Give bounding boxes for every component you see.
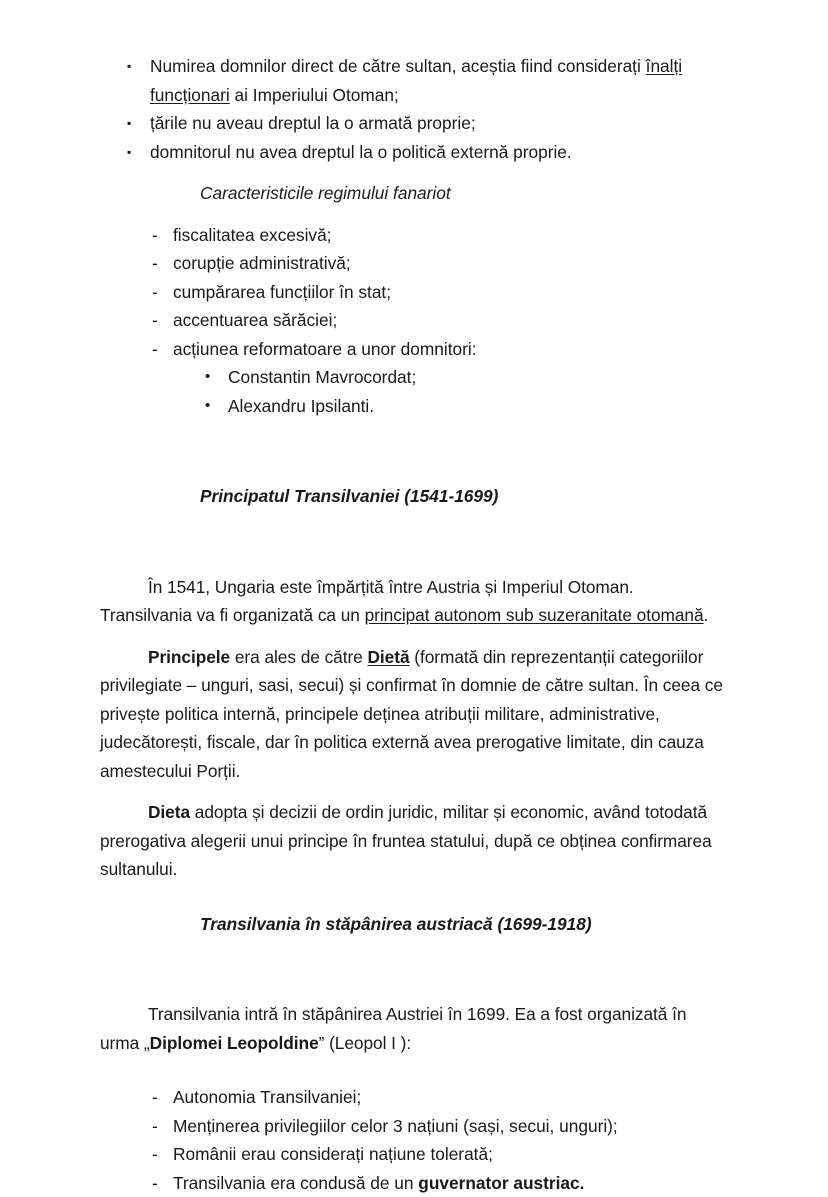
text-run: Transilvania intră în stăpânirea Austriei în 1699. Ea a fost organizată în urma „ [100,1004,686,1053]
paragraph-austria [100,1000,726,1057]
list-item-text [173,1116,618,1136]
list-item-text: acțiunea reformatoare a unor domnitori: [173,339,477,359]
square-bullet-icon: ▪ [127,109,131,138]
dash-bullet-icon: - [152,306,158,335]
list-item [100,278,726,307]
section-heading-fanariot: Caracteristicile regimului fanariot [100,179,726,208]
round-bullet-icon: • [205,363,210,392]
spacer [100,420,726,482]
spacer [100,884,726,910]
round-bullet-icon: • [205,392,210,421]
list-item-text [150,142,572,162]
list-item [100,221,726,250]
spacer [100,511,726,573]
diploma-leopoldina-list [100,1083,726,1197]
list-item [100,1169,726,1197]
text-run: Principele [148,647,230,667]
list-item-text: corupție administrativă; [173,253,351,273]
list-item [100,138,726,167]
text-run: Românii erau considerați națiune tolerată; [173,1144,493,1164]
text-run: adopta și decizii de ordin juridic, militar și economic, având totodată prerogativa alegerii unui principe în fruntea statului, după ce obținea confirmarea sultanului. [100,802,712,879]
list-item-text: Constantin Mavrocordat; [228,367,416,387]
list-item-text: Alexandru Ipsilanti. [228,396,374,416]
paragraph-1541 [100,573,726,630]
text-run: Dietă [368,647,410,667]
text-run: Menținerea privilegiilor celor 3 națiuni (sași, secui, unguri); [173,1116,618,1136]
text-run: ” (Leopol I ): [319,1033,411,1053]
list-item [100,392,726,421]
spacer [100,630,726,643]
text-run: țările nu aveau dreptul la o armată proprie; [150,113,476,133]
dash-bullet-icon: - [152,1169,158,1197]
text-run: În 1541, Ungaria este împărțită între Austria și Imperiul Otoman. Transilvania va fi organizată ca un [100,577,634,626]
spacer [100,166,726,179]
text-run: (formată din reprezentanții categoriilor privilegiate – unguri, sasi, secui) și confirmat în domnie de către sultan. În ceea ce privește politica internă, principele deținea atribuții militare, administrative, judecătorești, fiscale, dar în politica externă avea prerogative limitate, din cauza amestecului Porții. [100,647,723,781]
list-item-text [150,113,476,133]
list-item-text [150,56,682,105]
list-item [100,306,726,335]
list-item-text [173,1087,361,1107]
text-run: Diplomei Leopoldine [150,1033,319,1053]
text-run: principat autonom sub suzeranitate otomană [365,605,704,625]
text-run: ai Imperiului Otoman; [230,85,399,105]
text-run: Transilvania era condusă de un [173,1173,418,1193]
list-item-text: accentuarea sărăciei; [173,310,337,330]
spacer [100,938,726,1000]
dash-bullet-icon: - [152,1083,158,1112]
reformist-rulers-list [100,363,726,420]
dash-bullet-icon: - [152,249,158,278]
list-item [100,109,726,138]
spacer [100,785,726,798]
list-item [100,363,726,392]
dash-bullet-icon: - [152,1112,158,1141]
section-heading-principat: Principatul Transilvaniei (1541-1699) [100,482,726,511]
ottoman-rule-list [100,52,726,166]
text-run: Dieta [148,802,190,822]
text-run: domnitorul nu avea dreptul la o politică externă proprie. [150,142,572,162]
list-item [100,335,726,364]
text-run: era ales de către [230,647,367,667]
list-item-text: cumpărarea funcțiilor în stat; [173,282,391,302]
text-run: Numirea domnilor direct de către sultan, aceștia fiind considerați [150,56,646,76]
list-item-text [173,1173,584,1193]
square-bullet-icon: ▪ [127,52,131,81]
document-content [100,52,726,1197]
text-run: . [704,605,709,625]
dash-bullet-icon: - [152,221,158,250]
text-run: guvernator austriac. [418,1173,584,1193]
paragraph-principele [100,643,726,786]
dash-bullet-icon: - [152,1140,158,1169]
square-bullet-icon: ▪ [127,138,131,167]
fanariot-characteristics-list [100,221,726,364]
text-run: înalți funcționari [150,56,682,105]
spacer [100,208,726,221]
section-heading-austriaca: Transilvania în stăpânirea austriacă (1699-1918) [100,910,726,939]
list-item [100,52,726,109]
list-item-text: fiscalitatea excesivă; [173,225,332,245]
list-item-text [173,1144,493,1164]
dash-bullet-icon: - [152,278,158,307]
dash-bullet-icon: - [152,335,158,364]
spacer [100,1057,726,1083]
list-item [100,249,726,278]
text-run: Autonomia Transilvaniei; [173,1087,361,1107]
list-item [100,1112,726,1141]
list-item [100,1083,726,1112]
list-item [100,1140,726,1169]
paragraph-dieta [100,798,726,884]
